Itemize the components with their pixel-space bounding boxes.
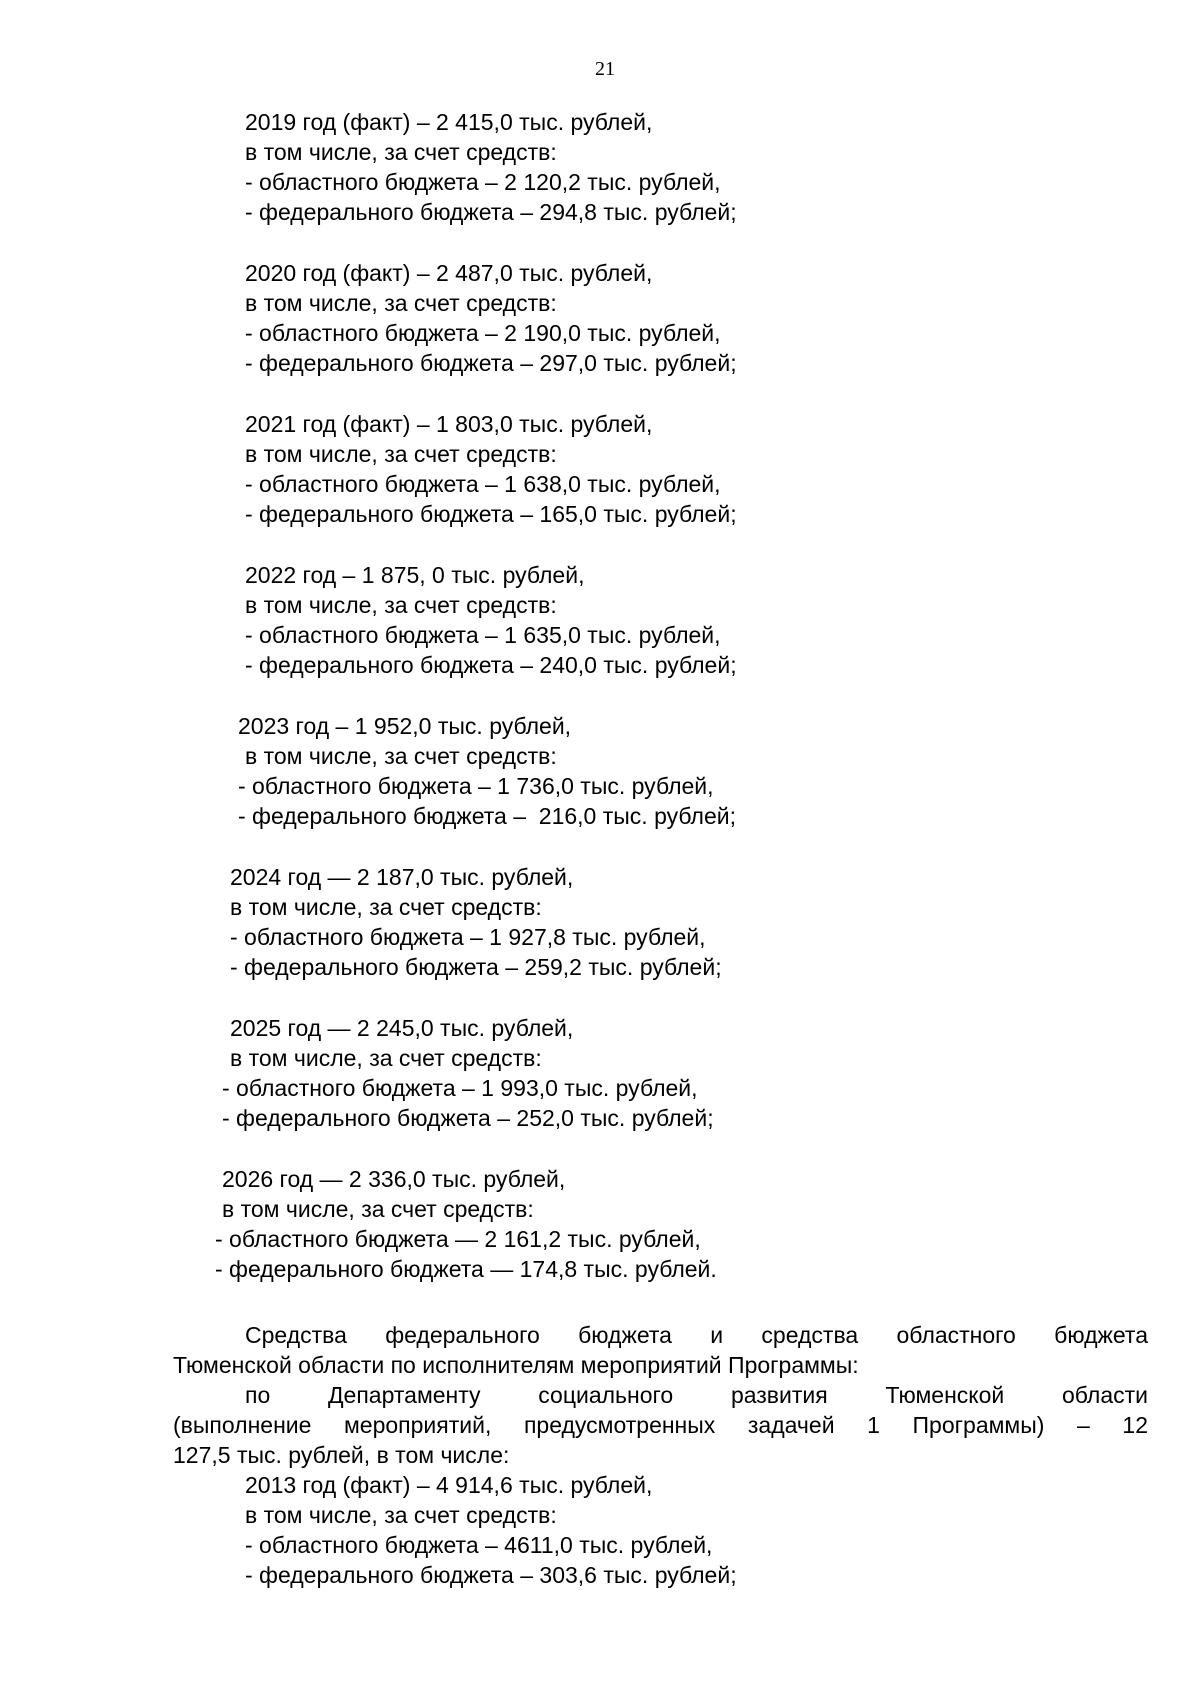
year-2026-regional: - областного бюджета — 2 161,2 тыс. рублей,: [215, 1226, 701, 1252]
year-2022-federal: - федерального бюджета – 240,0 тыс. рублей;: [245, 652, 737, 678]
year-2020-regional: - областного бюджета – 2 190,0 тыс. рублей,: [245, 320, 721, 346]
year-2013-regional: - областного бюджета – 4611,0 тыс. рублей,: [245, 1532, 713, 1558]
year-2023-regional: - областного бюджета – 1 736,0 тыс. рублей,: [238, 773, 714, 799]
year-2022-total: 2022 год – 1 875, 0 тыс. рублей,: [245, 562, 585, 588]
year-2026-total: 2026 год — 2 336,0 тыс. рублей,: [222, 1166, 566, 1192]
year-2026-subheading: в том числе, за счет средств:: [222, 1196, 534, 1222]
year-2024-subheading: в том числе, за счет средств:: [230, 894, 542, 920]
year-2013-federal: - федерального бюджета – 303,6 тыс. рублей;: [245, 1562, 737, 1588]
page-number: 21: [595, 58, 615, 80]
year-2021-regional: - областного бюджета – 1 638,0 тыс. рублей,: [245, 471, 721, 497]
department-paragraph-line-3: 127,5 тыс. рублей, в том числе:: [173, 1442, 510, 1468]
department-paragraph-line-1: по Департаменту социального развития Тюменской области: [245, 1382, 1148, 1408]
year-2020-total: 2020 год (факт) – 2 487,0 тыс. рублей,: [245, 260, 653, 286]
year-2024-regional: - областного бюджета – 1 927,8 тыс. рублей,: [230, 924, 706, 950]
year-2020-subheading: в том числе, за счет средств:: [245, 290, 557, 316]
year-2026-federal: - федерального бюджета — 174,8 тыс. рублей.: [215, 1256, 717, 1282]
year-2023-total: 2023 год – 1 952,0 тыс. рублей,: [238, 713, 572, 739]
year-2023-subheading: в том числе, за счет средств:: [245, 743, 557, 769]
year-2019-federal: - федерального бюджета – 294,8 тыс. рублей;: [245, 199, 737, 225]
year-2024-federal: - федерального бюджета – 259,2 тыс. рублей;: [230, 954, 722, 980]
year-2024-total: 2024 год — 2 187,0 тыс. рублей,: [230, 864, 574, 890]
year-2019-total: 2019 год (факт) – 2 415,0 тыс. рублей,: [245, 109, 653, 135]
year-2025-regional: - областного бюджета – 1 993,0 тыс. рублей,: [222, 1075, 698, 1101]
year-2025-total: 2025 год — 2 245,0 тыс. рублей,: [230, 1015, 574, 1041]
year-2020-federal: - федерального бюджета – 297,0 тыс. рублей;: [245, 350, 737, 376]
year-2025-subheading: в том числе, за счет средств:: [230, 1045, 542, 1071]
year-2021-federal: - федерального бюджета – 165,0 тыс. рублей;: [245, 501, 737, 527]
year-2013-total: 2013 год (факт) – 4 914,6 тыс. рублей,: [245, 1472, 653, 1498]
year-2019-subheading: в том числе, за счет средств:: [245, 139, 557, 165]
year-2022-subheading: в том числе, за счет средств:: [245, 592, 557, 618]
year-2025-federal: - федерального бюджета – 252,0 тыс. рублей;: [222, 1105, 714, 1131]
summary-paragraph-line-2: Тюменской области по исполнителям мероприятий Программы:: [173, 1352, 859, 1378]
year-2021-subheading: в том числе, за счет средств:: [245, 441, 557, 467]
year-2013-subheading: в том числе, за счет средств:: [245, 1502, 557, 1528]
year-2021-total: 2021 год (факт) – 1 803,0 тыс. рублей,: [245, 411, 653, 437]
year-2022-regional: - областного бюджета – 1 635,0 тыс. рублей,: [245, 622, 721, 648]
year-2023-federal: - федерального бюджета – 216,0 тыс. рублей;: [238, 803, 736, 829]
summary-paragraph-line-1: Средства федерального бюджета и средства областного бюджета: [245, 1322, 1148, 1348]
year-2019-regional: - областного бюджета – 2 120,2 тыс. рублей,: [245, 169, 721, 195]
department-paragraph-line-2: (выполнение мероприятий, предусмотренных задачей 1 Программы) – 12: [173, 1412, 1148, 1438]
